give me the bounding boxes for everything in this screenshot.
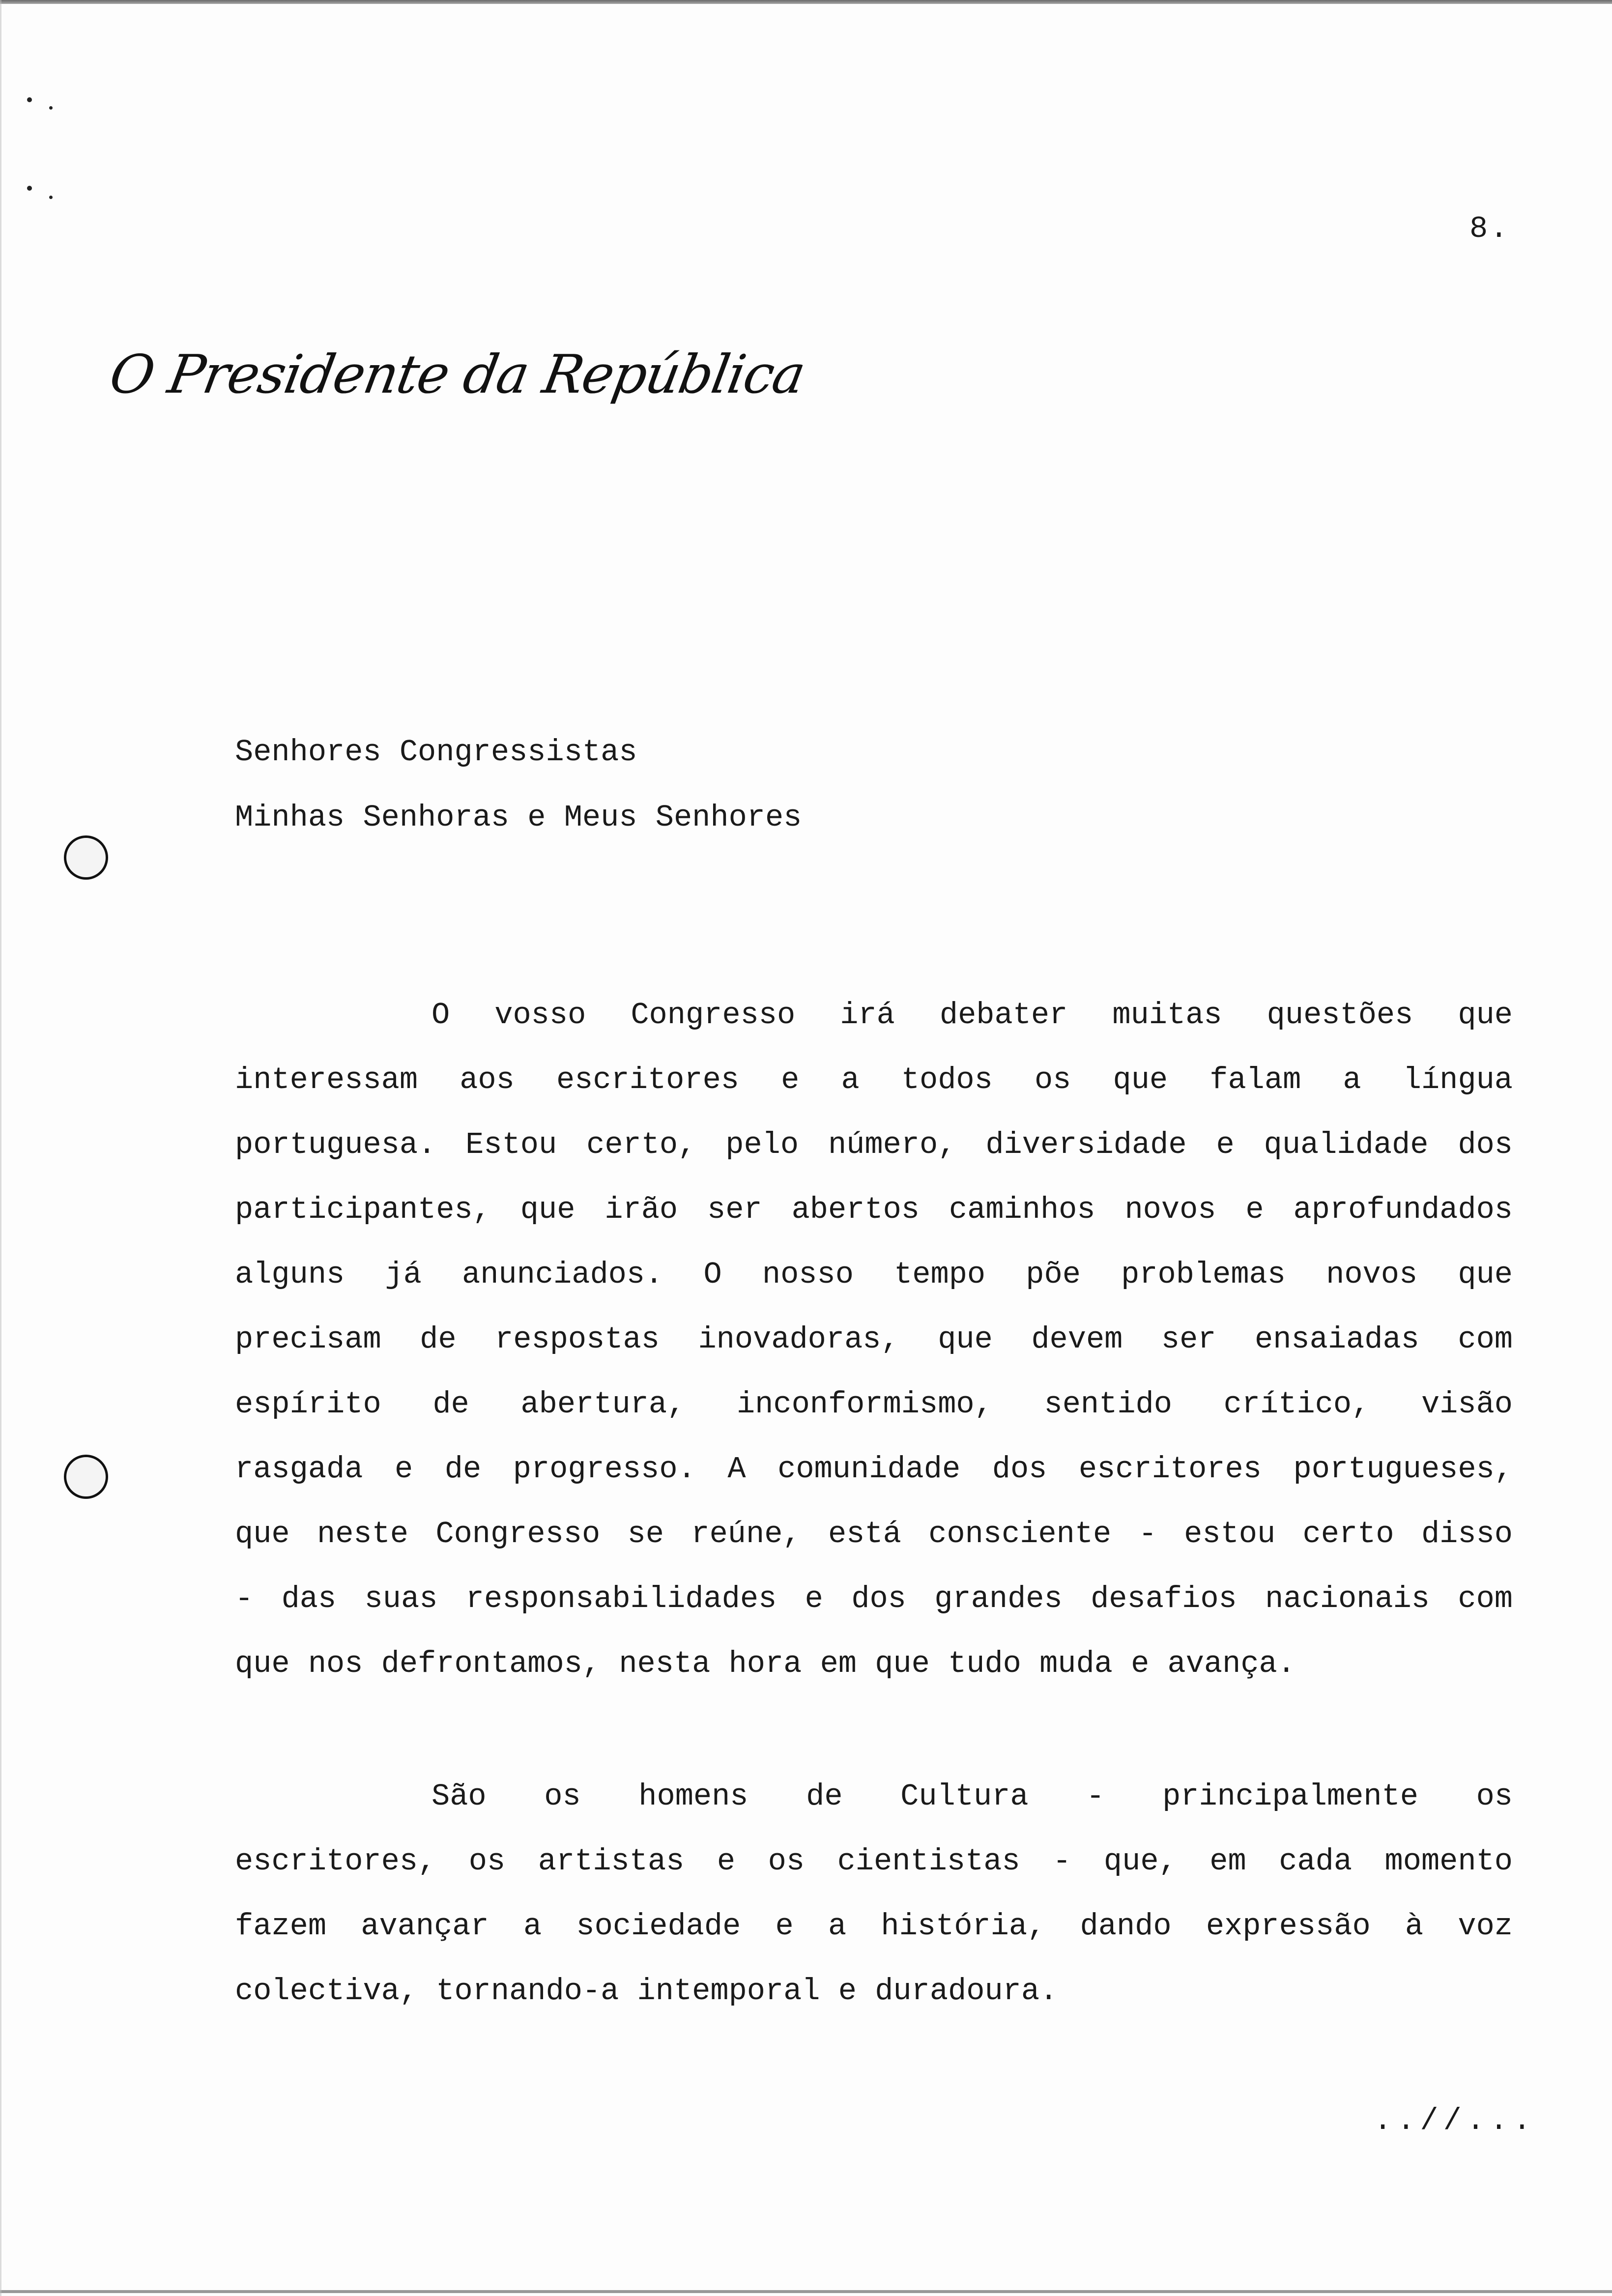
paragraph-2: [235, 1764, 1513, 2024]
scan-speck: [49, 106, 53, 110]
text-line: rasgada e de progresso. A comunidade dos escritores portugueses,: [235, 1452, 1513, 1487]
scan-speck: [49, 196, 53, 199]
text-line: precisam de respostas inovadoras, que devem ser ensaiadas com: [235, 1322, 1513, 1357]
page-number: 8.: [1469, 211, 1510, 246]
text-line: portuguesa. Estou certo, pelo número, diversidade e qualidade dos: [235, 1127, 1513, 1162]
text-line: - das suas responsabilidades e dos grandes desafios nacionais com: [235, 1581, 1513, 1616]
punch-hole-icon: [64, 835, 108, 880]
scan-top-edge: [0, 0, 1612, 4]
salutation-line-1: Senhores Congressistas: [235, 735, 637, 770]
scan-left-edge: [0, 0, 1, 2296]
text-line: que neste Congresso se reúne, está consciente - estou certo disso: [235, 1517, 1513, 1551]
paragraph-1: [235, 983, 1513, 1696]
text-line: fazem avançar a sociedade e a história, dando expressão à voz: [235, 1909, 1513, 1944]
salutation-line-2: Minhas Senhoras e Meus Senhores: [235, 800, 802, 835]
continuation-mark: ..//...: [1374, 2103, 1536, 2138]
text-line: São os homens de Cultura - principalmente os: [432, 1779, 1513, 1814]
text-line: espírito de abertura, inconformismo, sentido crítico, visão: [235, 1387, 1513, 1422]
text-line: O vosso Congresso irá debater muitas questões que: [432, 998, 1513, 1033]
text-line: alguns já anunciados. O nosso tempo põe problemas novos que: [235, 1257, 1513, 1292]
scan-speck: [27, 186, 32, 191]
text-line: que nos defrontamos, nesta hora em que tudo muda e avança.: [235, 1646, 1295, 1681]
letterhead-title: O Presidente da República: [105, 344, 809, 405]
punch-hole-icon: [64, 1455, 108, 1499]
text-line: colectiva, tornando-a intemporal e duradoura.: [235, 1974, 1058, 2009]
scan-speck: [27, 97, 32, 102]
scan-bottom-edge: [0, 2290, 1612, 2293]
text-line: interessam aos escritores e a todos os que falam a língua: [235, 1062, 1513, 1097]
text-line: participantes, que irão ser abertos caminhos novos e aprofundados: [235, 1192, 1513, 1227]
text-line: escritores, os artistas e os cientistas - que, em cada momento: [235, 1844, 1513, 1879]
